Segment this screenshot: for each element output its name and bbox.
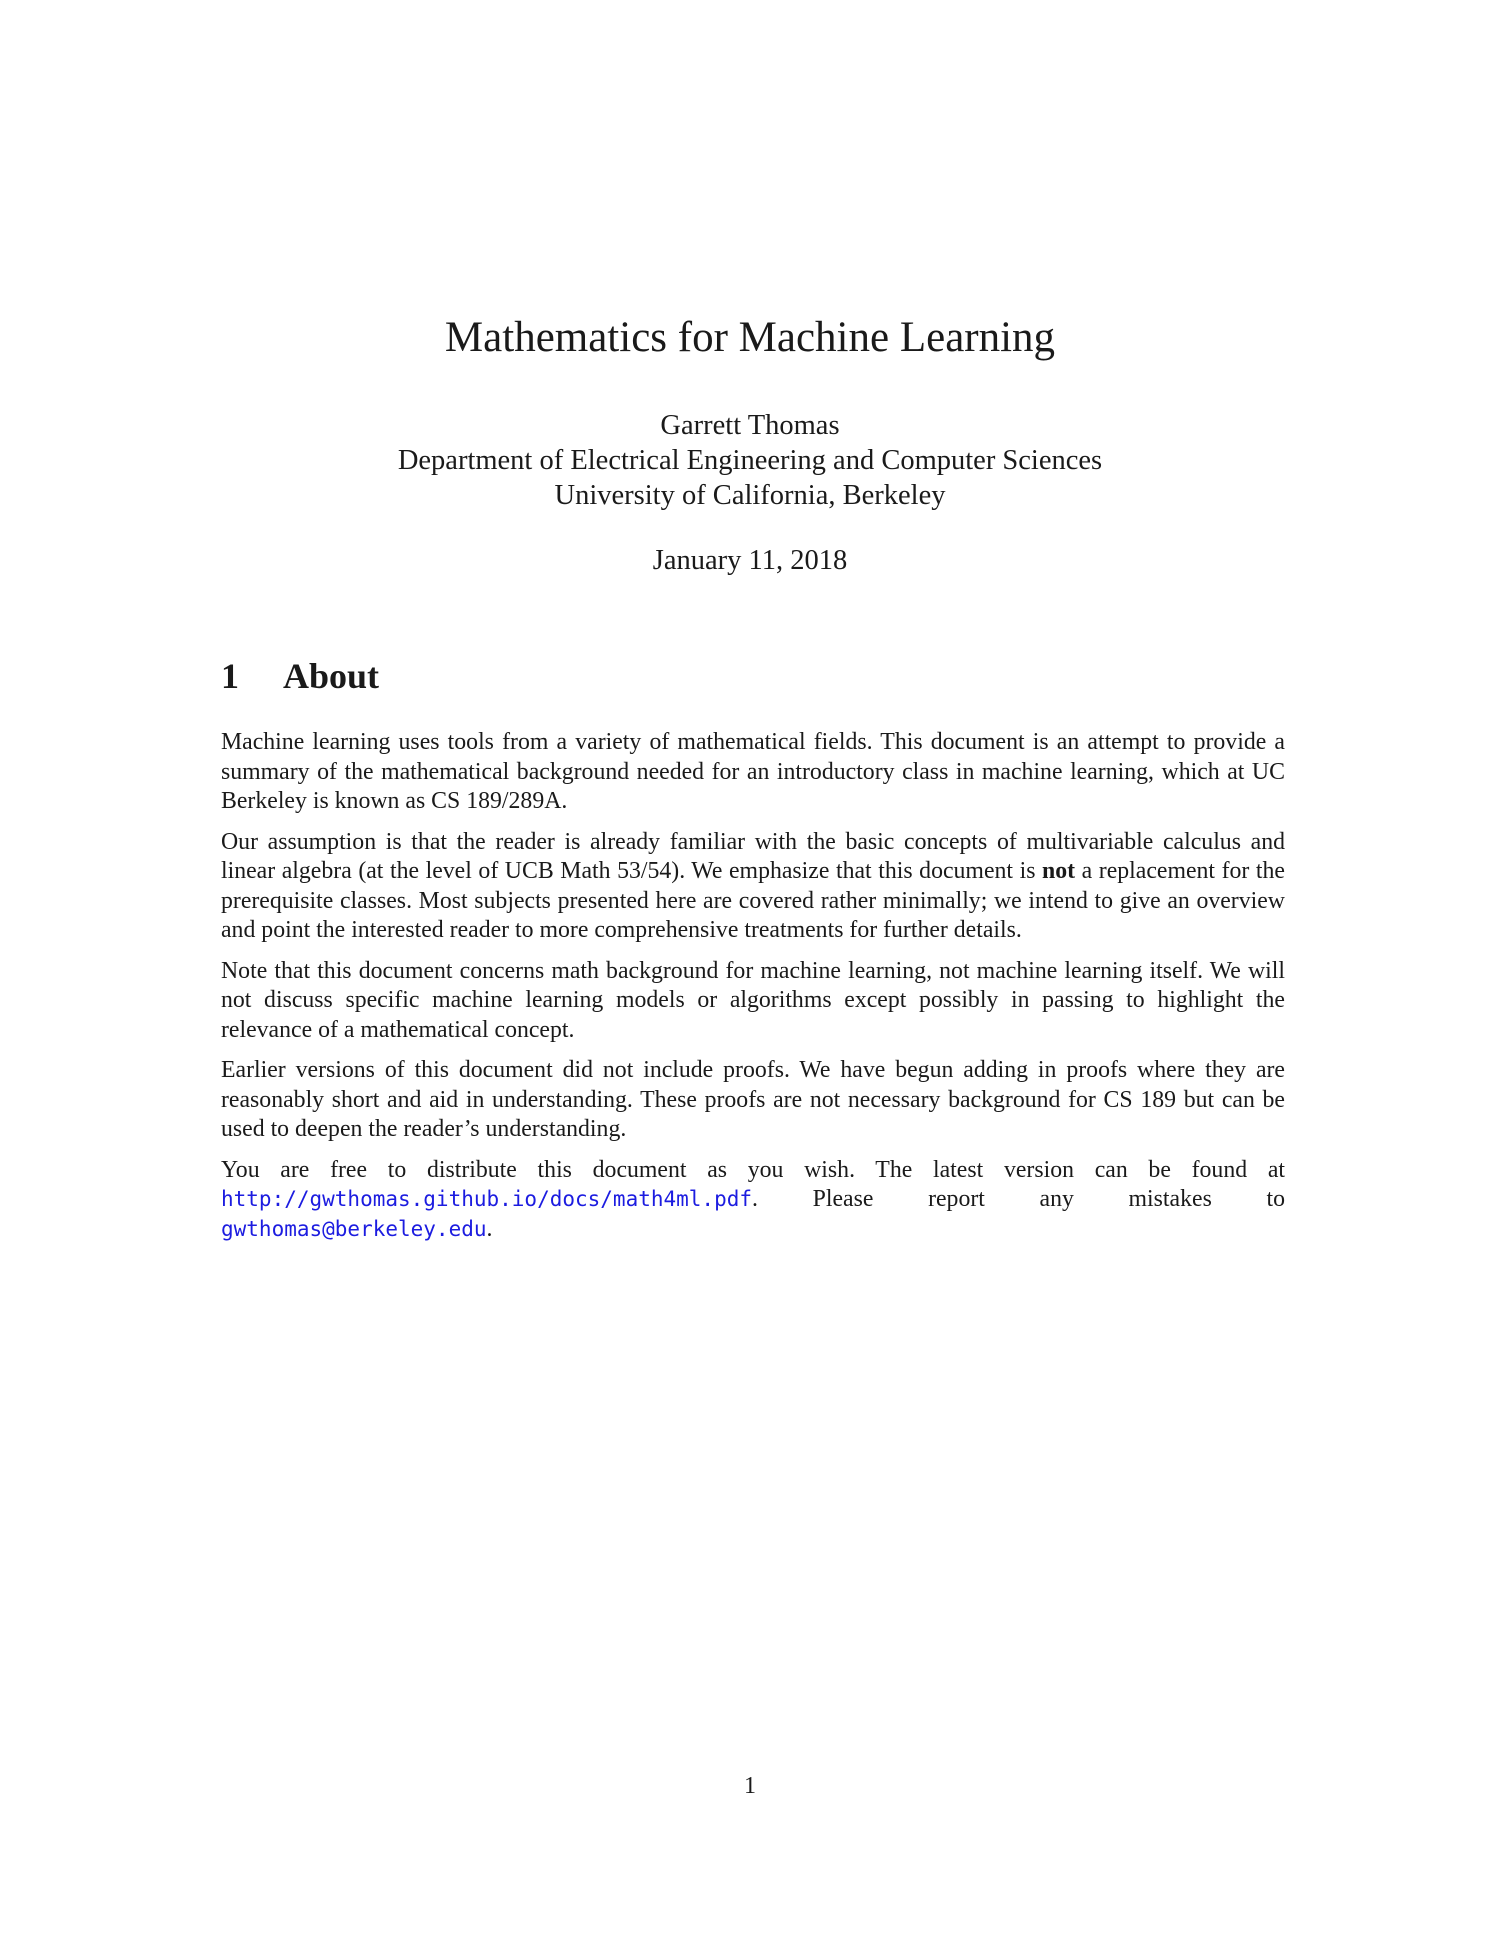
document-title: Mathematics for Machine Learning — [444, 314, 1056, 361]
paragraph-2-emphasis: not — [1042, 858, 1076, 884]
paragraph-5 — [221, 1156, 1285, 1245]
author-name: Garrett Thomas — [660, 410, 840, 441]
paragraph-5-text-a: You are free to distribute this document as you wish. The latest version can be found at — [221, 1156, 1285, 1183]
page-number: 1 — [744, 1773, 756, 1799]
document-date: January 11, 2018 — [652, 545, 848, 576]
section-number: 1 — [221, 656, 239, 696]
author-department: Department of Electrical Engineering and Computer Sciences — [397, 445, 1103, 476]
paragraph-5-text-b: . Please report any mistakes to — [752, 1186, 1285, 1212]
author-block — [0, 408, 1500, 513]
section-body — [221, 728, 1285, 1255]
paragraph-3: Note that this document concerns math background for machine learning, not machine learning itself. We will not discuss specific machine learning models or algorithms except possibly in passing to highlight the relevance of a mathematical concept. — [221, 957, 1285, 1043]
paragraph-5-text-c: . — [486, 1215, 493, 1242]
paragraph-4: Earlier versions of this document did not include proofs. We have begun adding in proofs where they are reasonably short and aid in understanding. These proofs are not necessary background for CS 189 but can be used to deepen the reader’s understanding. — [221, 1057, 1285, 1142]
author-university: University of California, Berkeley — [554, 480, 946, 511]
document-url-link[interactable]: http://gwthomas.github.io/docs/math4ml.pdf — [221, 1187, 753, 1211]
paragraph-2 — [221, 828, 1285, 946]
section-title: About — [283, 656, 380, 696]
paragraph-2-text-a: Our assumption is that the reader is already familiar with the basic concepts of multivariable calculus and linear algebra (at the level of UCB Math 53/54). We emphasize that this document is — [221, 828, 1285, 884]
section-heading — [221, 654, 379, 698]
email-link[interactable]: gwthomas@berkeley.edu — [221, 1216, 487, 1241]
paragraph-2-text-b: a replacement for the prerequisite classes. Most subjects presented here are covered rather minimally; we intend to give an overview and point the interested reader to more comprehensive treatments for further details. — [221, 858, 1285, 943]
paragraph-1: Machine learning uses tools from a variety of mathematical fields. This document is an attempt to provide a summary of the mathematical background needed for an introductory class in machine learning, which at UC Berkeley is known as CS 189/289A. — [221, 729, 1285, 814]
